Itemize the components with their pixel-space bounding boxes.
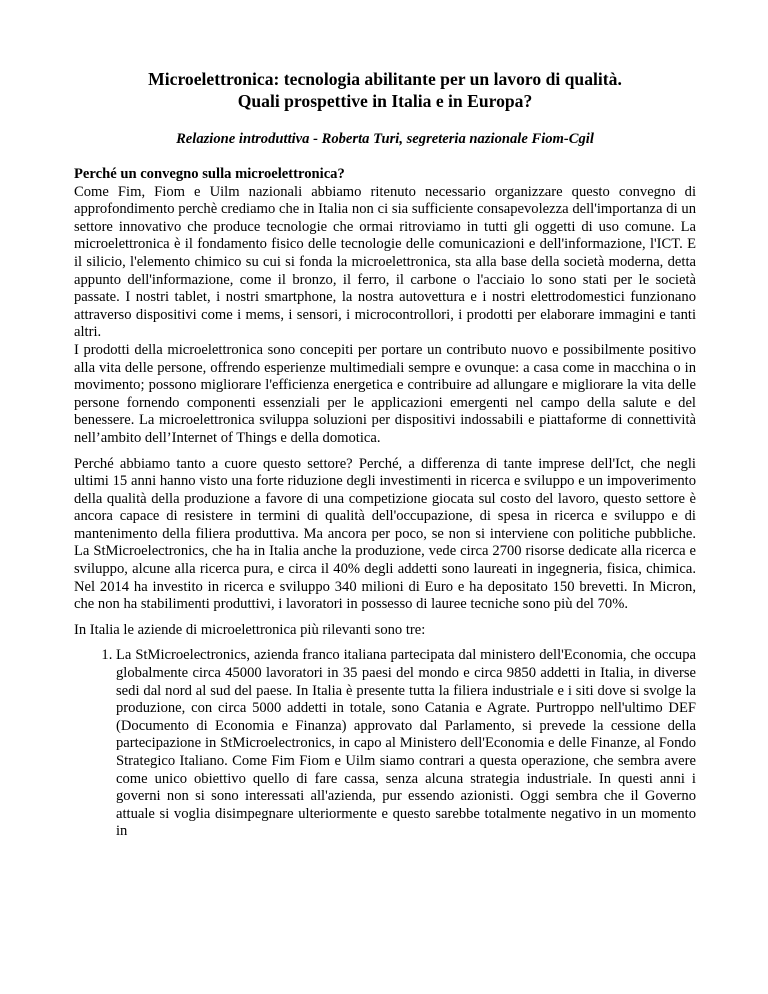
document-subtitle: Relazione introduttiva - Roberta Turi, segreteria nazionale Fiom-Cgil: [176, 131, 594, 147]
companies-list: [74, 647, 696, 841]
paragraph-intro: Come Fim, Fiom e Uilm nazionali abbiamo ritenuto necessario organizzare questo convegno di approfondimento perchè crediamo che in Italia non ci sia sufficiente consapevolezza dell'importanza di un settore innovativo che produce tecnologie che ormai ritroviamo in tutti gli oggetti di uso comune. La microelettronica è il fondamento fisico delle tecnologie delle comunicazioni e dell'informazione, l'ICT. E il silicio, l'elemento chimico su cui si fonda la microelettronica, sta alla base della società moderna, detta appunto dell'informazione, come il bronzo, il ferro, il carbone o l'acciaio lo sono stati per le società passate. I nostri tablet, i nostri smartphone, la nostra autovettura e i nostri elettrodomestici funzionano attraverso dispositivi come i mems, i sensori, i microcontrollori, i prodotti per elaborare immagini e tanti altri.: [74, 183, 696, 341]
title-line-1: Microelettronica: tecnologia abilitante per un lavoro di qualità.: [148, 69, 622, 89]
paragraph-sector: Perché abbiamo tanto a cuore questo settore? Perché, a differenza di tante imprese dell'Ict, che negli ultimi 15 anni hanno visto una forte riduzione degli investimenti in ricerca e sviluppo e un impoverimento della qualità della produzione a favore di una competizione giocata sul costo del lavoro, questo settore è ancora capace di resistere in termini di qualità dell'occupazione, di spesa in ricerca e sviluppo e di mantenimento della filiera produttiva. Ma ancora per poco, se non si interviene con politiche pubbliche. La StMicroelectronics, che ha in Italia anche la produzione, vede circa 2700 risorse dedicate alla ricerca e sviluppo, alcune alla ricerca pura, e circa il 40% degli addetti sono laureati in ingegneria, fisica, chimica. Nel 2014 ha investito in ricerca e sviluppo 340 milioni di Euro e ha depositato 150 brevetti. In Micron, che non ha stabilimenti produttivi, i lavoratori in possesso di lauree tecniche sono più del 70%.: [74, 455, 696, 613]
document-page: [74, 68, 696, 841]
paragraph-companies: In Italia le aziende di microelettronica più rilevanti sono tre:: [74, 621, 426, 638]
section-heading: Perché un convegno sulla microelettronica?: [74, 166, 345, 182]
paragraph-products: I prodotti della microelettronica sono concepiti per portare un contributo nuovo e possibilmente positivo alla vita delle persone, offrendo esperienze multimediali sempre e ovunque: a casa come in macchina o in movimento; possono migliorare l'efficienza energetica e contribuire ad allungare e migliorare la vita delle persone fornendo componenti essenziali per le applicazioni emergenti nel campo della salute e del benessere. La microelettronica sviluppa soluzioni per dispositivi indossabili e piattaforme di connettività nell’ambito dell’Internet of Things e della domotica.: [74, 341, 696, 446]
document-title: [74, 68, 696, 112]
title-line-2: Quali prospettive in Italia e in Europa?: [237, 91, 533, 111]
list-item: 1. La StMicroelectronics, azienda franco italiana partecipata dal ministero dell'Economia, che occupa globalmente circa 45000 lavoratori in 35 paesi del mondo e circa 9850 addetti in Italia, in diverse sedi dal nord al sud del paese. In Italia è presente tutta la filiera industriale e i siti dove si svolge la produzione, con circa 5000 addetti in totale, sono Catania e Agrate. Purtroppo nell'ultimo DEF (Documento di Economia e Finanza) approvato dal Parlamento, si prevede la cessione della partecipazione in StMicroelectronics, in capo al Ministero dell'Economia e delle Finanze, al Fondo Strategico Italiano. Come Fim Fiom e Uilm siamo contrari a questa operazione, che sembra avere come unico obiettivo quello di fare cassa, senza alcuna strategia industriale. In questi anni i governi non si sono interessati all'azienda, pur essendo azionisti. Oggi sembra che il Governo attuale si voglia disimpegnare ulteriormente e questo sarebbe totalmente negativo in un momento in: [116, 647, 696, 841]
